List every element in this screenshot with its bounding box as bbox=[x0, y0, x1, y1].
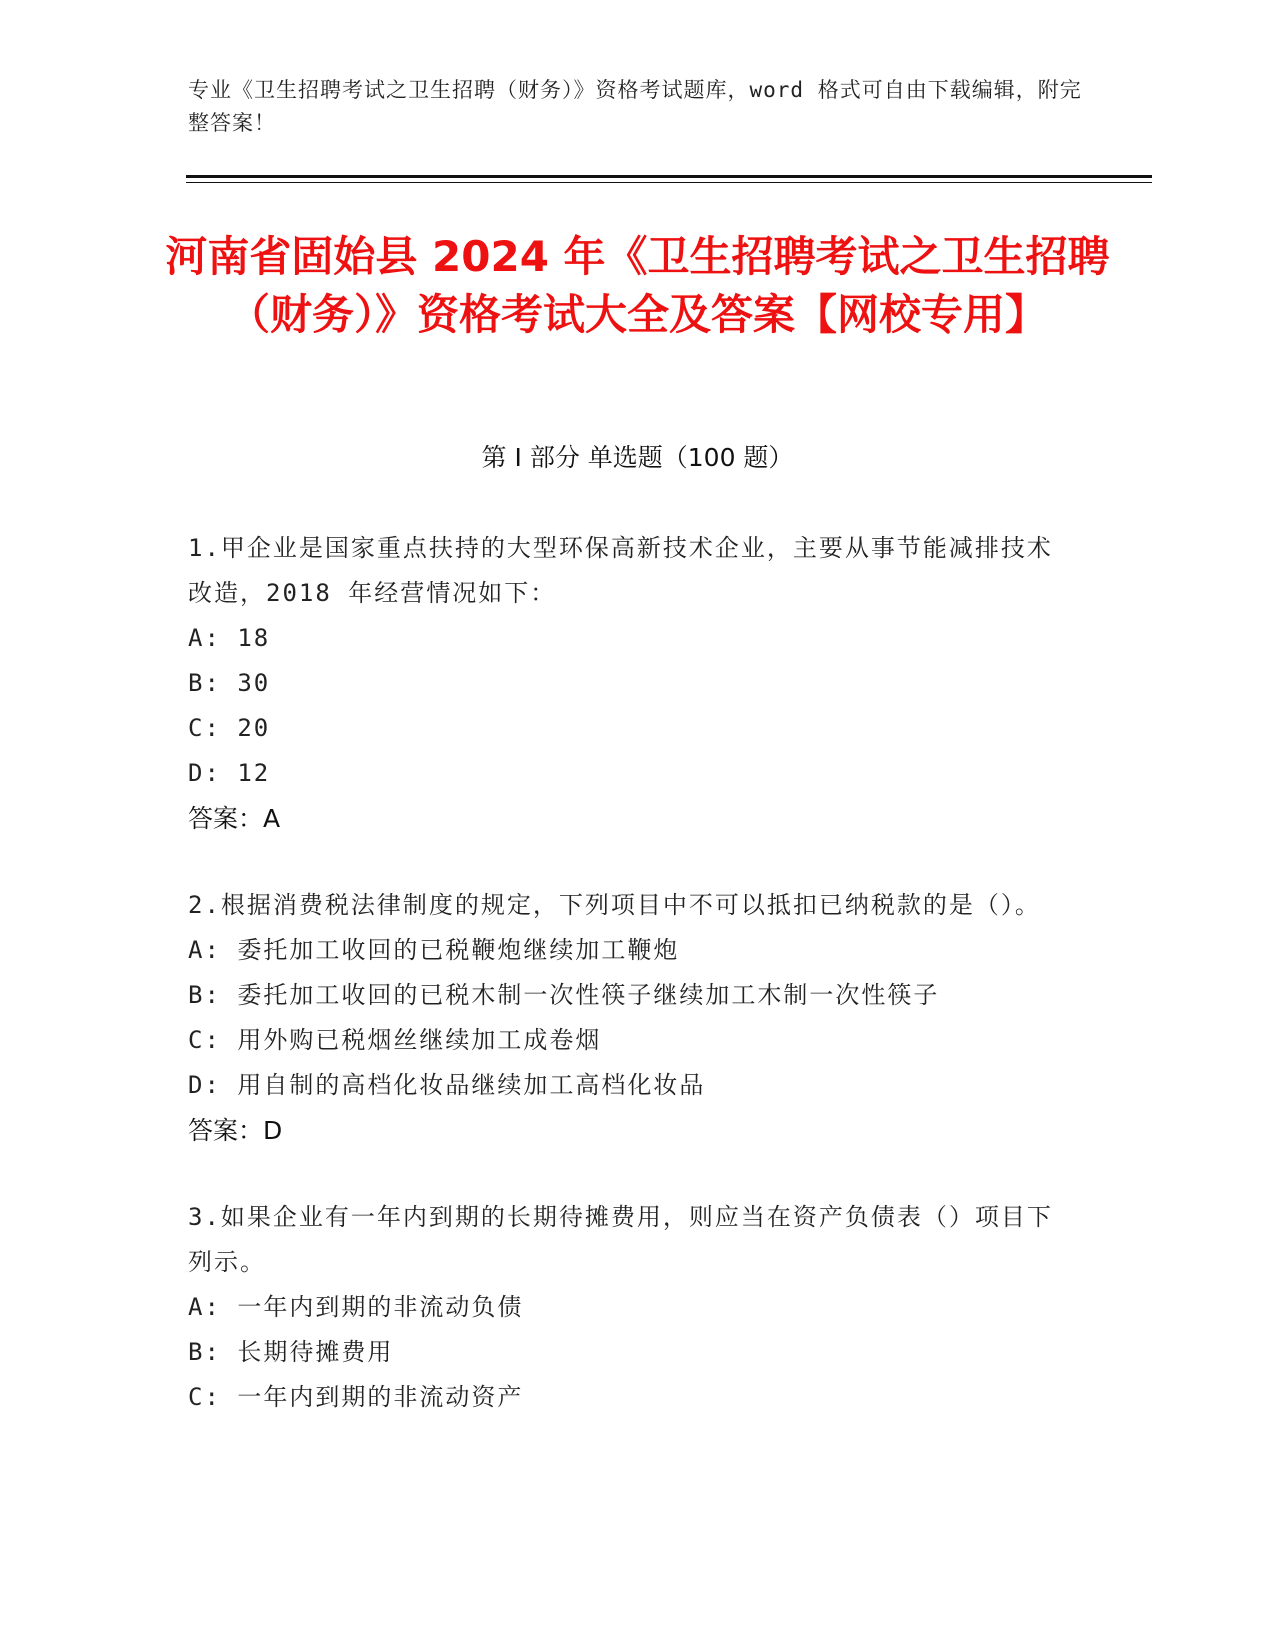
option-d: D: 用自制的高档化妆品继续加工高档化妆品 bbox=[188, 1071, 706, 1099]
question-stem: 2.根据消费税法律制度的规定，下列项目中不可以抵扣已纳税款的是（）。 bbox=[188, 891, 1041, 919]
option-b: B: 委托加工收回的已税木制一次性筷子继续加工木制一次性筷子 bbox=[188, 981, 940, 1009]
option-a: A: 委托加工收回的已税鞭炮继续加工鞭炮 bbox=[188, 936, 680, 964]
question-2 bbox=[188, 883, 1068, 1153]
option-a: A: 18 bbox=[188, 624, 271, 652]
question-1 bbox=[188, 526, 1068, 841]
answer: 答案：D bbox=[188, 1116, 283, 1145]
question-stem: 3.如果企业有一年内到期的长期待摊费用，则应当在资产负债表（）项目下列示。 bbox=[188, 1203, 1053, 1276]
section-title: 第 I 部分 单选题（100 题） bbox=[481, 443, 794, 472]
option-c: C: 用外购已税烟丝继续加工成卷烟 bbox=[188, 1026, 602, 1054]
header-rule-thin bbox=[186, 182, 1152, 183]
question-stem: 1.甲企业是国家重点扶持的大型环保高新技术企业，主要从事节能减排技术改造，2018 年经营情况如下： bbox=[188, 534, 1053, 607]
option-c: C: 20 bbox=[188, 714, 271, 742]
answer: 答案：A bbox=[188, 804, 281, 833]
option-d: D: 12 bbox=[188, 759, 271, 787]
header-note: 专业《卫生招聘考试之卫生招聘（财务）》资格考试题库，word 格式可自由下载编辑，附完整答案！ bbox=[188, 78, 1082, 135]
question-list bbox=[188, 526, 1068, 1462]
option-b: B: 长期待摊费用 bbox=[188, 1338, 394, 1366]
document-title: 河南省固始县 2024 年《卫生招聘考试之卫生招聘（财务）》资格考试大全及答案【网校专用】 bbox=[165, 232, 1110, 339]
option-c: C: 一年内到期的非流动资产 bbox=[188, 1383, 524, 1411]
question-3 bbox=[188, 1195, 1068, 1420]
option-b: B: 30 bbox=[188, 669, 271, 697]
header-rule-thick bbox=[186, 175, 1152, 178]
option-a: A: 一年内到期的非流动负债 bbox=[188, 1293, 524, 1321]
